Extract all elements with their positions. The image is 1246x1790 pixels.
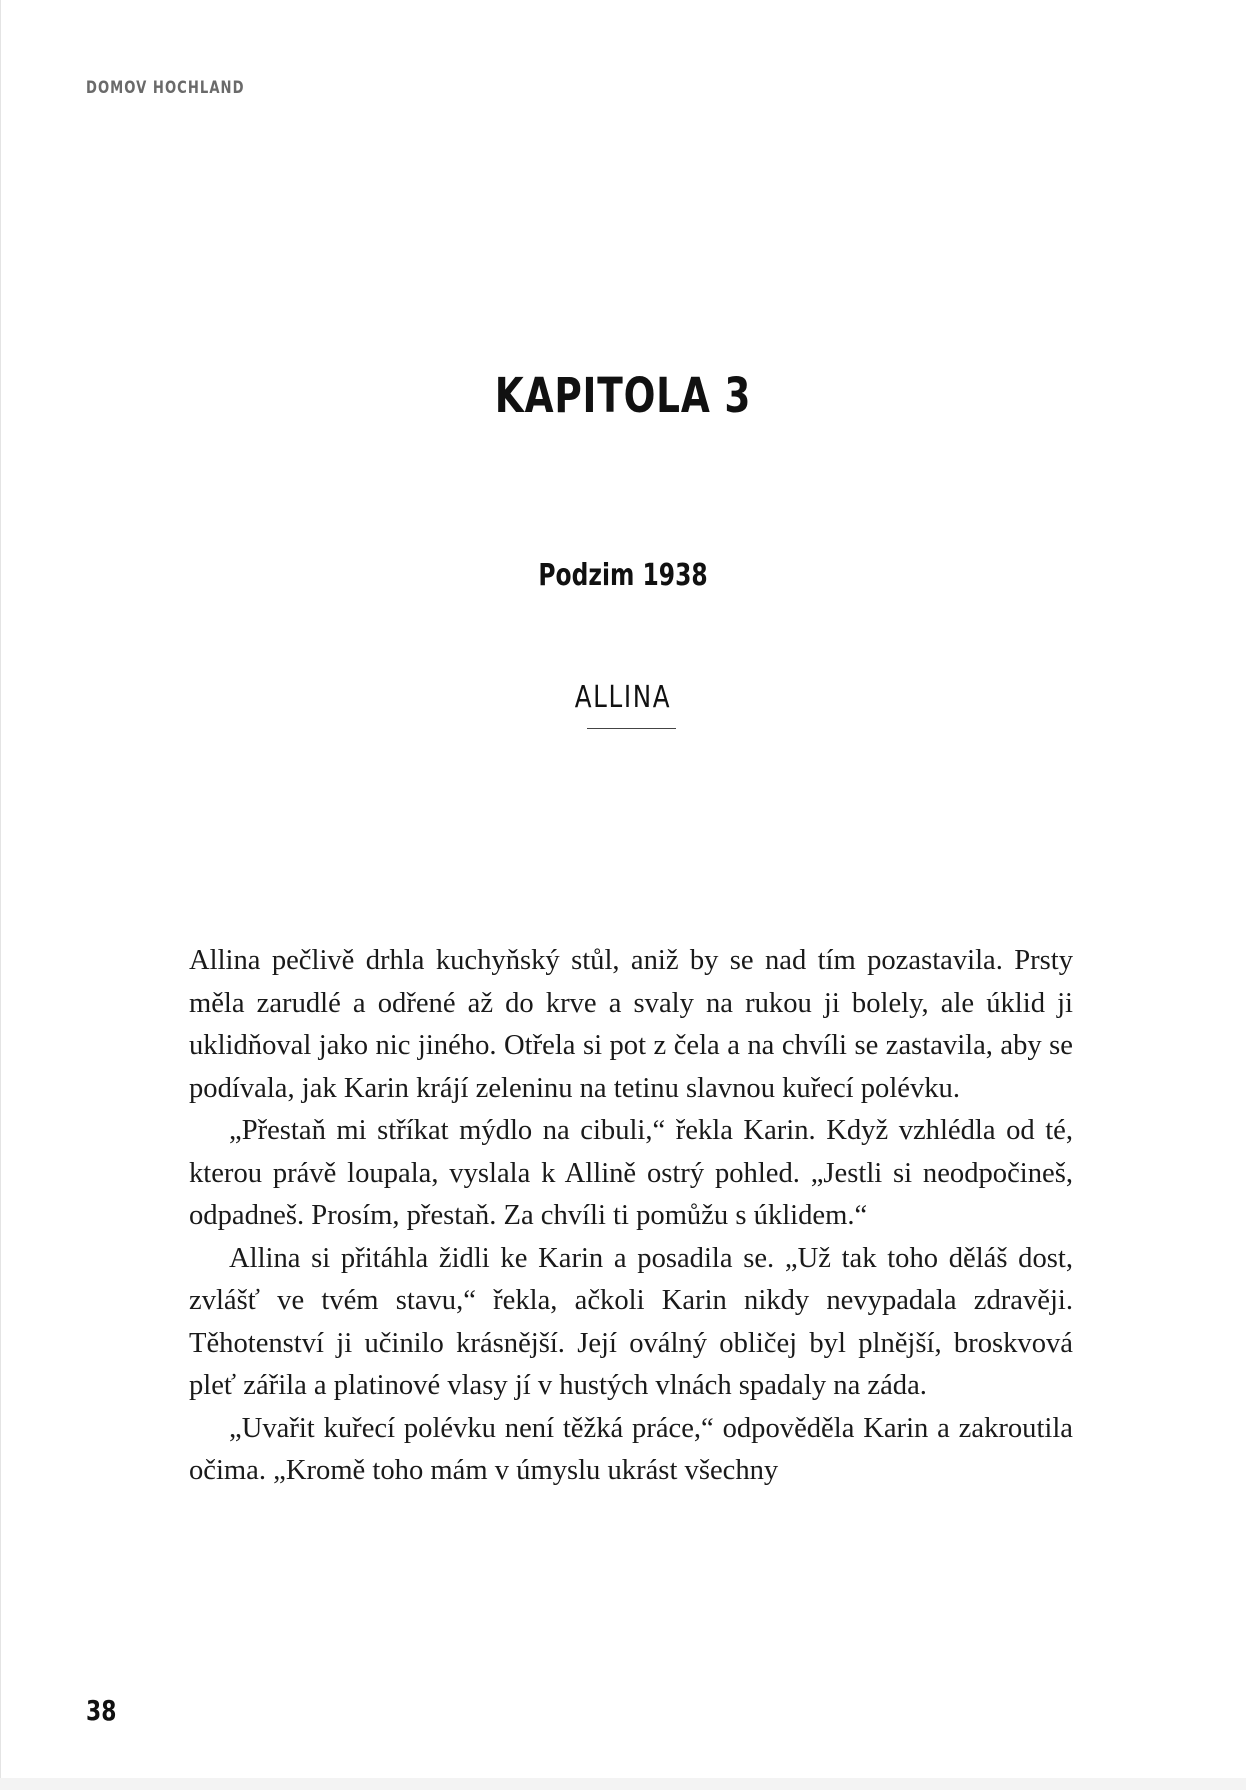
page-bottom-edge — [0, 1778, 1246, 1790]
chapter-title: KAPITOLA 3 — [494, 368, 752, 424]
running-head: DOMOV HOCHLAND — [86, 78, 245, 98]
chapter-subtitle: Podzim 1938 — [538, 558, 708, 593]
pov-name-underline — [587, 728, 676, 729]
chapter-pov-name: ALLINA — [574, 680, 672, 715]
body-paragraph: Allina pečlivě drhla kuchyňský stůl, aniž by se nad tím pozastavila. Prsty měla zarudlé a odřené až do krve a svaly na rukou ji bolely, ale úklid ji uklidňoval jako nic jiného. Otřela si pot z čela a na chvíli se zastavila, aby se podívala, jak Karin krájí zeleninu na tetinu slavnou kuřecí polévku. — [189, 945, 1073, 1104]
body-paragraph: „Přestaň mi stříkat mýdlo na cibuli,“ řekla Karin. Když vzhlédla od té, kterou právě loupala, vyslala k Allině ostrý pohled. „Jestli si neodpočineš, odpadneš. Prosím, přestaň. Za chvíli ti pomůžu s úklidem.“ — [189, 1115, 1073, 1231]
body-paragraph: Allina si přitáhla židli ke Karin a posadila se. „Už tak toho děláš dost, zvlášť ve tvém stavu,“ řekla, ačkoli Karin nikdy nevypadala zdravěji. Těhotenství ji učinilo krásnější. Její oválný obličej byl plnější, broskvová pleť zářila a platinové vlasy jí v hustých vlnách spadaly na záda. — [189, 1242, 1073, 1401]
page-number: 38 — [86, 1694, 117, 1727]
body-text — [189, 940, 1073, 1493]
body-paragraph: „Uvařit kuřecí polévku není těžká práce,“ odpověděla Karin a zakroutila očima. „Kromě toho mám v úmyslu ukrást všechny — [189, 1412, 1073, 1486]
